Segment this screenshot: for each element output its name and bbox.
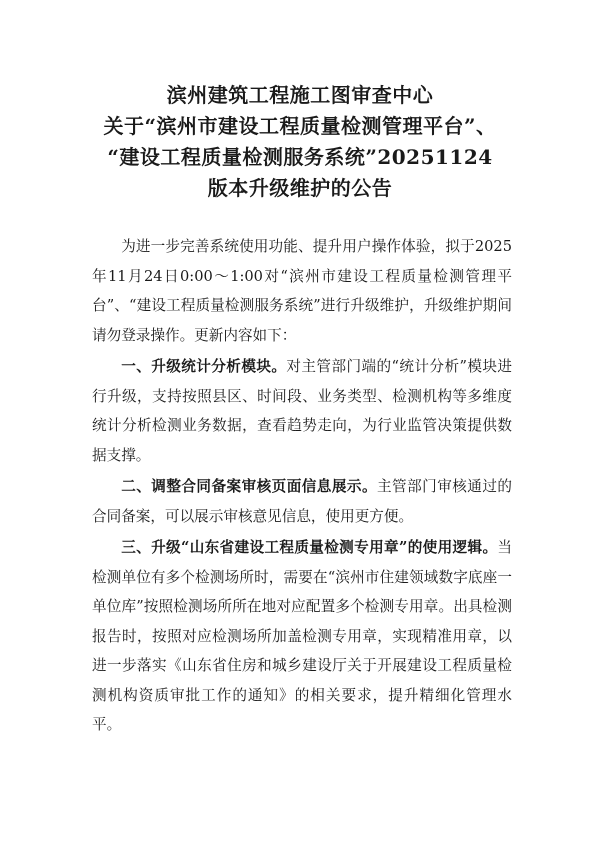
item-paragraph-3 xyxy=(92,533,512,740)
item-heading-3: 三、升级“山东省建设工程质量检测专用章”的使用逻辑。 xyxy=(121,539,498,556)
title-line-1: 滨州建筑工程施工图审查中心 xyxy=(166,83,434,107)
announcement-body xyxy=(92,232,512,740)
item-heading-2: 二、调整合同备案审核页面信息展示。 xyxy=(121,478,377,495)
item-paragraph-2 xyxy=(92,472,512,531)
item-text-3: 当检测单位有多个检测场所时，需要在“滨州市住建领域数字底座一单位库”按照检测场所所在地对应配置多个检测专用章。出具检测报告时，按照对应检测场所加盖检测专用章，实现精准用章，以进一步落实《山东省住房和城乡建设厅关于开展建设工程质量检测机构资质审批工作的通知》的相关要求，提升精细化管理水平。 xyxy=(92,539,512,733)
item-text-1: 对主管部门端的“统计分析”模块进行升级，支持按照县区、时间段、业务类型、检测机构等多维度统计分析检测业务数据，查看趋势走向，为行业监管决策提供数据支撑。 xyxy=(92,358,512,464)
intro-paragraph: 为进一步完善系统使用功能、提升用户操作体验，拟于2025年11月24日0:00～1:00对“滨州市建设工程质量检测管理平台”、“建设工程质量检测服务系统”进行升级维护，升级维护期间请勿登录操作。更新内容如下： xyxy=(92,238,512,344)
title-line-3: “建设工程质量检测服务系统”20251124 xyxy=(107,145,493,169)
item-text-2: 主管部门审核通过的合同备案，可以展示审核意见信息，使用更方便。 xyxy=(92,478,512,525)
item-heading-1: 一、升级统计分析模块。 xyxy=(121,358,287,375)
item-paragraph-1 xyxy=(92,352,512,470)
announcement-title xyxy=(60,80,540,204)
title-line-4: 版本升级维护的公告 xyxy=(207,176,393,200)
title-line-2: 关于“滨州市建设工程质量检测管理平台”、 xyxy=(103,114,497,138)
